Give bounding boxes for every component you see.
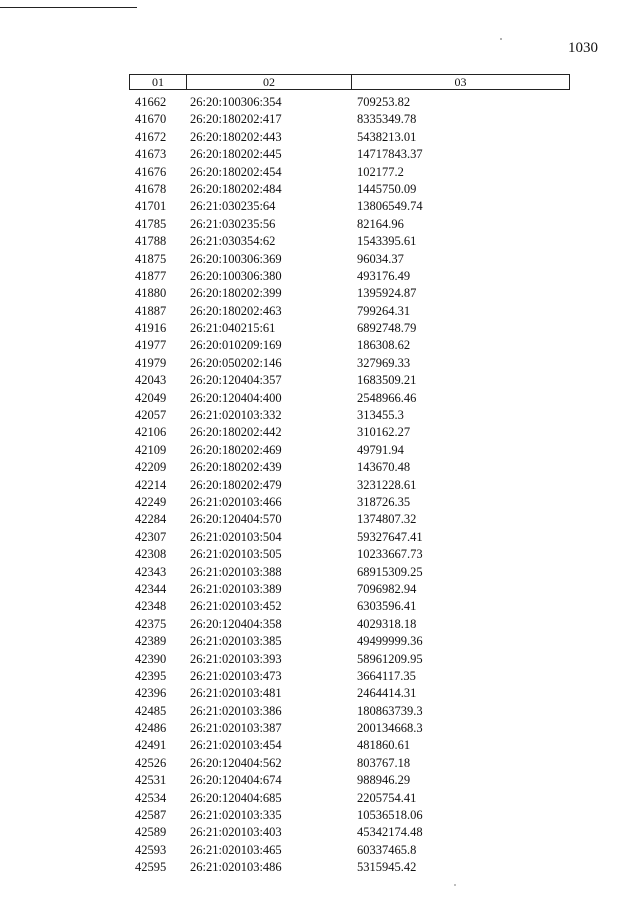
cell-03: 313455.3 xyxy=(357,408,404,423)
cell-03: 1543395.61 xyxy=(357,234,417,249)
cell-03: 988946.29 xyxy=(357,773,411,788)
table-row xyxy=(0,320,640,337)
cell-03: 143670.48 xyxy=(357,460,411,475)
table-row xyxy=(0,390,640,407)
cell-01: 41662 xyxy=(135,95,167,109)
table-row xyxy=(0,355,640,372)
table-row xyxy=(0,737,640,754)
cell-02: 26:21:020103:505 xyxy=(190,547,282,562)
table-row xyxy=(0,268,640,285)
cell-03: 14717843.37 xyxy=(357,147,423,162)
cell-02: 26:20:180202:469 xyxy=(190,442,282,457)
cell-01: 41672 xyxy=(135,129,167,144)
cell-02: 26:21:020103:332 xyxy=(190,408,282,423)
table-row xyxy=(0,668,640,685)
cell-02: 26:20:180202:439 xyxy=(190,460,282,475)
table-row xyxy=(0,164,640,181)
cell-01: 41670 xyxy=(135,112,167,127)
cell-02: 26:20:120404:400 xyxy=(190,390,282,405)
cell-03: 6892748.79 xyxy=(357,321,417,336)
cell-03: 1374807.32 xyxy=(357,512,417,527)
cell-02: 26:20:120404:357 xyxy=(190,373,282,388)
table-row xyxy=(0,755,640,772)
cell-02: 26:21:020103:387 xyxy=(190,721,282,736)
table-row xyxy=(0,233,640,250)
cell-03: 49791.94 xyxy=(357,442,404,457)
table-header xyxy=(129,74,570,90)
cell-03: 200134668.3 xyxy=(357,721,423,736)
table-row xyxy=(0,807,640,824)
cell-01: 42249 xyxy=(135,494,167,509)
cell-03: 10536518.06 xyxy=(357,808,423,823)
table-row xyxy=(0,581,640,598)
cell-03: 13806549.74 xyxy=(357,199,423,214)
cell-02: 26:21:030235:56 xyxy=(190,216,276,231)
cell-02: 26:20:100306:380 xyxy=(190,268,282,283)
cell-03: 2464414.31 xyxy=(357,686,417,701)
table-row xyxy=(0,424,640,441)
table-row xyxy=(0,529,640,546)
table-row xyxy=(0,303,640,320)
table-row xyxy=(0,546,640,563)
cell-01: 42043 xyxy=(135,373,167,388)
cell-03: 3231228.61 xyxy=(357,477,417,492)
cell-01: 42209 xyxy=(135,460,167,475)
cell-01: 42389 xyxy=(135,634,167,649)
cell-02: 26:20:120404:562 xyxy=(190,755,282,770)
table-row xyxy=(0,564,640,581)
cell-02: 26:20:120404:685 xyxy=(190,790,282,805)
table-row xyxy=(0,616,640,633)
cell-01: 42485 xyxy=(135,703,167,718)
cell-01: 42587 xyxy=(135,808,167,823)
cell-01: 42106 xyxy=(135,425,167,440)
cell-03: 310162.27 xyxy=(357,425,411,440)
cell-01: 42344 xyxy=(135,581,167,596)
table-row xyxy=(0,494,640,511)
column-header-02: 02 xyxy=(187,75,352,89)
cell-03: 180863739.3 xyxy=(357,703,423,718)
cell-02: 26:20:180202:454 xyxy=(190,164,282,179)
cell-03: 327969.33 xyxy=(357,355,411,370)
cell-02: 26:21:020103:388 xyxy=(190,564,282,579)
cell-01: 41877 xyxy=(135,268,167,283)
cell-02: 26:20:100306:354 xyxy=(190,95,282,109)
cell-03: 799264.31 xyxy=(357,303,411,318)
table-row xyxy=(0,198,640,215)
cell-02: 26:21:020103:393 xyxy=(190,651,282,666)
cell-03: 2205754.41 xyxy=(357,790,417,805)
cell-03: 1683509.21 xyxy=(357,373,417,388)
cell-01: 41880 xyxy=(135,286,167,301)
cell-03: 803767.18 xyxy=(357,755,411,770)
cell-01: 42284 xyxy=(135,512,167,527)
cell-03: 5438213.01 xyxy=(357,129,417,144)
cell-02: 26:21:020103:465 xyxy=(190,842,282,857)
column-header-01: 01 xyxy=(130,75,187,89)
cell-01: 41887 xyxy=(135,303,167,318)
cell-03: 8335349.78 xyxy=(357,112,417,127)
cell-03: 4029318.18 xyxy=(357,616,417,631)
table-row xyxy=(0,824,640,841)
table-row xyxy=(0,511,640,528)
cell-03: 5315945.42 xyxy=(357,860,417,875)
cell-01: 42589 xyxy=(135,825,167,840)
cell-01: 42595 xyxy=(135,860,167,875)
cell-03: 6303596.41 xyxy=(357,599,417,614)
cell-01: 41979 xyxy=(135,355,167,370)
table-row xyxy=(0,94,640,111)
table-row xyxy=(0,790,640,807)
cell-01: 42214 xyxy=(135,477,167,492)
table-row xyxy=(0,459,640,476)
cell-03: 7096982.94 xyxy=(357,581,417,596)
cell-03: 3664117.35 xyxy=(357,668,416,683)
cell-01: 42343 xyxy=(135,564,167,579)
cell-02: 26:21:020103:386 xyxy=(190,703,282,718)
cell-02: 26:20:180202:443 xyxy=(190,129,282,144)
page-number: 1030 xyxy=(568,40,598,56)
table-row xyxy=(0,859,640,876)
cell-01: 42109 xyxy=(135,442,167,457)
cell-01: 41785 xyxy=(135,216,167,231)
cell-01: 42395 xyxy=(135,668,167,683)
cell-03: 59327647.41 xyxy=(357,529,423,544)
table-row xyxy=(0,111,640,128)
cell-01: 41678 xyxy=(135,181,167,196)
cell-03: 68915309.25 xyxy=(357,564,423,579)
scan-speck xyxy=(454,884,456,886)
cell-02: 26:20:120404:358 xyxy=(190,616,282,631)
cell-03: 58961209.95 xyxy=(357,651,423,666)
table-row xyxy=(0,477,640,494)
cell-02: 26:21:020103:486 xyxy=(190,860,282,875)
cell-02: 26:21:040215:61 xyxy=(190,321,276,336)
cell-02: 26:21:030354:62 xyxy=(190,234,276,249)
table-row xyxy=(0,216,640,233)
cell-01: 42526 xyxy=(135,755,167,770)
table-row xyxy=(0,146,640,163)
cell-03: 186308.62 xyxy=(357,338,411,353)
cell-03: 60337465.8 xyxy=(357,842,417,857)
cell-03: 2548966.46 xyxy=(357,390,417,405)
cell-02: 26:21:020103:403 xyxy=(190,825,282,840)
table-row xyxy=(0,285,640,302)
table-row xyxy=(0,703,640,720)
cell-02: 26:21:020103:466 xyxy=(190,494,282,509)
cell-02: 26:21:020103:481 xyxy=(190,686,282,701)
cell-01: 41916 xyxy=(135,321,167,336)
cell-03: 96034.37 xyxy=(357,251,404,266)
table-row xyxy=(0,720,640,737)
table-row xyxy=(0,842,640,859)
table-row xyxy=(0,407,640,424)
cell-02: 26:20:180202:442 xyxy=(190,425,282,440)
cell-01: 42348 xyxy=(135,599,167,614)
table-row xyxy=(0,129,640,146)
cell-02: 26:21:030235:64 xyxy=(190,199,276,214)
cell-03: 102177.2 xyxy=(357,164,404,179)
cell-02: 26:20:180202:479 xyxy=(190,477,282,492)
cell-01: 42057 xyxy=(135,408,167,423)
cell-02: 26:20:180202:445 xyxy=(190,147,282,162)
table-row xyxy=(0,251,640,268)
cell-02: 26:20:120404:674 xyxy=(190,773,282,788)
cell-03: 49499999.36 xyxy=(357,634,423,649)
cell-03: 481860.61 xyxy=(357,738,411,753)
cell-02: 26:20:180202:484 xyxy=(190,181,282,196)
table-row xyxy=(0,337,640,354)
cell-03: 493176.49 xyxy=(357,268,411,283)
cell-02: 26:20:180202:417 xyxy=(190,112,282,127)
cell-03: 318726.35 xyxy=(357,494,411,509)
top-rule xyxy=(0,7,137,8)
cell-01: 42049 xyxy=(135,390,167,405)
cell-02: 26:21:020103:473 xyxy=(190,668,282,683)
table-row xyxy=(0,633,640,650)
table-row xyxy=(0,598,640,615)
cell-02: 26:21:020103:335 xyxy=(190,808,282,823)
cell-01: 42390 xyxy=(135,651,167,666)
cell-01: 41701 xyxy=(135,199,167,214)
cell-01: 42375 xyxy=(135,616,167,631)
scan-speck xyxy=(500,38,502,40)
table-row xyxy=(0,442,640,459)
cell-01: 42534 xyxy=(135,790,167,805)
cell-01: 42486 xyxy=(135,721,167,736)
cell-02: 26:20:010209:169 xyxy=(190,338,282,353)
cell-02: 26:20:180202:399 xyxy=(190,286,282,301)
cell-03: 709253.82 xyxy=(357,95,411,109)
cell-02: 26:21:020103:504 xyxy=(190,529,282,544)
cell-01: 42593 xyxy=(135,842,167,857)
cell-01: 42531 xyxy=(135,773,167,788)
cell-03: 1395924.87 xyxy=(357,286,417,301)
cell-02: 26:21:020103:385 xyxy=(190,634,282,649)
table-row xyxy=(0,181,640,198)
cell-02: 26:21:020103:389 xyxy=(190,581,282,596)
table-row xyxy=(0,372,640,389)
column-header-03: 03 xyxy=(454,74,467,89)
cell-03: 10233667.73 xyxy=(357,547,423,562)
cell-01: 41977 xyxy=(135,338,167,353)
cell-01: 42308 xyxy=(135,547,167,562)
cell-02: 26:20:120404:570 xyxy=(190,512,282,527)
cell-01: 42307 xyxy=(135,529,167,544)
cell-01: 42491 xyxy=(135,738,167,753)
cell-02: 26:20:100306:369 xyxy=(190,251,282,266)
cell-01: 41788 xyxy=(135,234,167,249)
cell-01: 41875 xyxy=(135,251,167,266)
cell-01: 42396 xyxy=(135,686,167,701)
cell-01: 41673 xyxy=(135,147,167,162)
cell-02: 26:21:020103:454 xyxy=(190,738,282,753)
cell-03: 82164.96 xyxy=(357,216,404,231)
cell-01: 41676 xyxy=(135,164,167,179)
cell-02: 26:20:050202:146 xyxy=(190,355,282,370)
table-row xyxy=(0,651,640,668)
cell-02: 26:21:020103:452 xyxy=(190,599,282,614)
table-row xyxy=(0,685,640,702)
cell-03: 1445750.09 xyxy=(357,181,417,196)
table-body xyxy=(0,94,640,877)
cell-03: 45342174.48 xyxy=(357,825,423,840)
table-row xyxy=(0,772,640,789)
cell-02: 26:20:180202:463 xyxy=(190,303,282,318)
